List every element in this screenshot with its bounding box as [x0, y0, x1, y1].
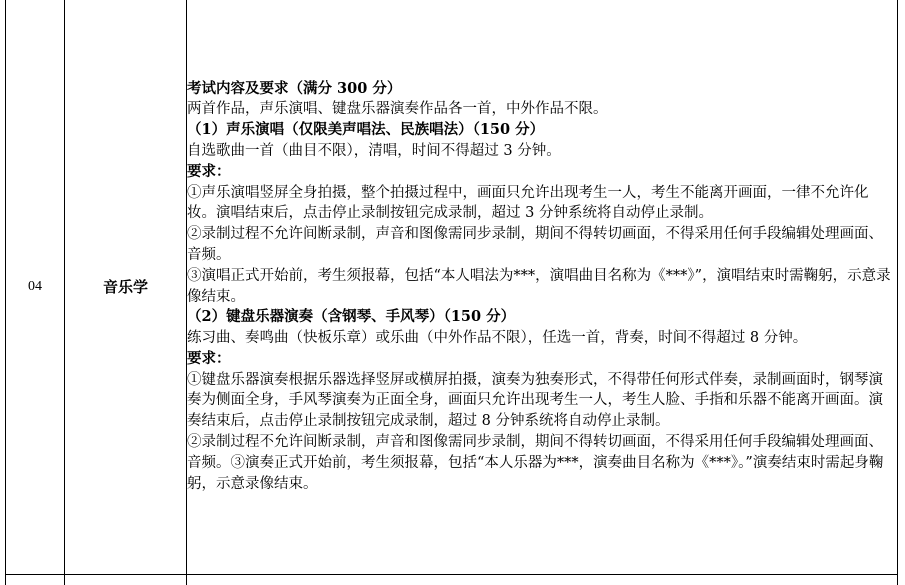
requirements-label: 要求：: [187, 162, 897, 183]
empty-cell: [187, 575, 898, 585]
paragraph: ③演唱正式开始前，考生须报幕，包括“本人唱法为***，演唱曲目名称为《***》”，演唱结束时需鞠躬，示意录像结束。: [187, 266, 897, 308]
paragraph: ②录制过程不允许间断录制，声音和图像需同步录制，期间不得转切画面，不得采用任何手段编辑处理画面、音频。: [187, 224, 897, 266]
paragraph: 练习曲、奏鸣曲（快板乐章）或乐曲（中外作品不限），任选一首，背奏，时间不得超过 8 分钟。: [187, 328, 897, 349]
requirements-cell: [187, 0, 898, 575]
paragraph: ①键盘乐器演奏根据乐器选择竖屏或横屏拍摄，演奏为独奏形式，不得带任何形式伴奏，录制画面时，钢琴演奏为侧面全身，手风琴演奏为正面全身，画面只允许出现考生一人，考生人脸、手指和乐器不能离开画面。演奏结束后，点击停止录制按钮完成录制，超过 8 分钟系统将自动停止录制。: [187, 370, 897, 432]
paragraph: ②录制过程不允许间断录制，声音和图像需同步录制，期间不得转切画面，不得采用任何手段编辑处理画面、音频。③演奏正式开始前，考生须报幕，包括“本人乐器为***，演奏曲目名称为《***》。”演奏结束时需起身鞠躬，示意录像结束。: [187, 432, 897, 494]
exam-table: [5, 0, 898, 585]
table-row-partial: [6, 575, 898, 585]
section-heading: （2）键盘乐器演奏（含钢琴、手风琴）（150 分）: [187, 307, 897, 328]
section-heading: （1）声乐演唱（仅限美声唱法、民族唱法）（150 分）: [187, 120, 897, 141]
requirements-label: 要求：: [187, 349, 897, 370]
section-heading: 考试内容及要求（满分 300 分）: [187, 79, 897, 100]
paragraph: ①声乐演唱竖屏全身拍摄，整个拍摄过程中，画面只允许出现考生一人，考生不能离开画面，一律不允许化妆。演唱结束后，点击停止录制按钮完成录制，超过 3 分钟系统将自动停止录制。: [187, 183, 897, 225]
paragraph: 两首作品，声乐演唱、键盘乐器演奏作品各一首，中外作品不限。: [187, 99, 897, 120]
table-row: [6, 0, 898, 575]
row-number: 04: [6, 0, 65, 575]
empty-cell: [65, 575, 187, 585]
empty-cell: [6, 575, 65, 585]
paragraph: 自选歌曲一首（曲目不限），清唱，时间不得超过 3 分钟。: [187, 141, 897, 162]
subject-name: 音乐学: [65, 0, 187, 575]
